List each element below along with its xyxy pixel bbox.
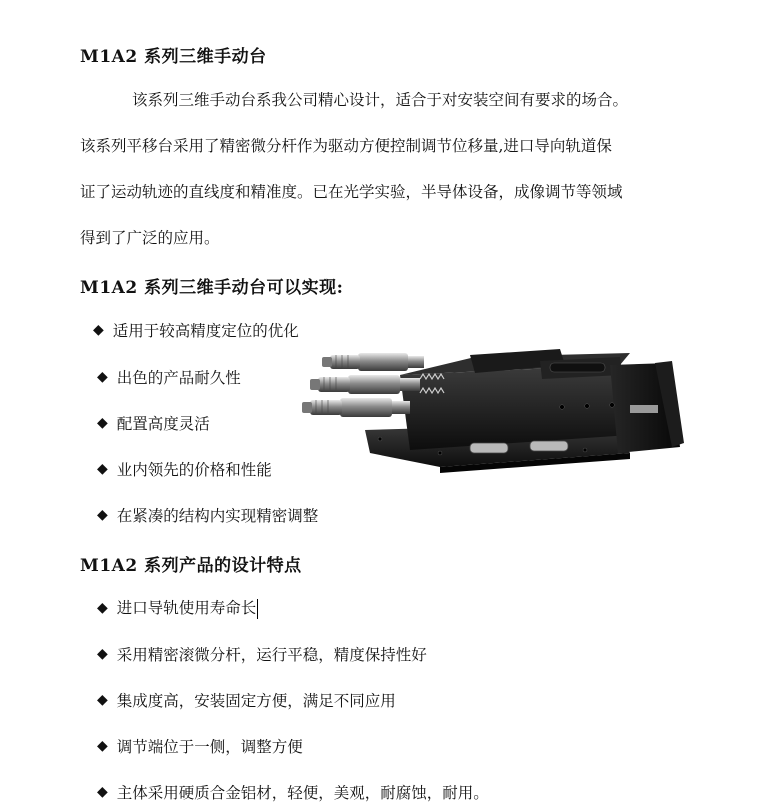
design-item xyxy=(97,689,396,711)
bullet-diamond-icon: ◆ xyxy=(97,507,108,523)
feature-item xyxy=(97,412,210,434)
feature-item xyxy=(97,366,241,388)
feature-text: 在紧凑的结构内实现精密调整 xyxy=(116,507,319,525)
feature-text: 业内领先的价格和性能 xyxy=(116,461,272,479)
bullet-diamond-icon: ◆ xyxy=(97,692,108,708)
intro-paragraph xyxy=(80,77,700,261)
feature-item xyxy=(97,504,318,526)
bullet-diamond-icon: ◆ xyxy=(97,369,108,385)
bullet-diamond-icon: ◆ xyxy=(97,415,108,431)
bullet-diamond-icon: ◆ xyxy=(97,646,108,662)
xyz-stage-product-image xyxy=(300,335,690,475)
title-m1a2-series: M1A2 系列三维手动台 xyxy=(80,47,267,67)
bullet-diamond-icon: ◆ xyxy=(93,322,104,338)
feature-item xyxy=(97,458,272,480)
feature-item xyxy=(93,319,299,341)
title-can-achieve: M1A2 系列三维手动台可以实现: xyxy=(80,278,344,298)
intro-line-3: 证了运动轨迹的直线度和精准度。已在光学实验，半导体设备，成像调节等领域 xyxy=(80,183,623,201)
feature-text: 适用于较高精度定位的优化 xyxy=(112,322,299,340)
design-item xyxy=(97,781,489,803)
bullet-diamond-icon: ◆ xyxy=(97,738,108,754)
design-item xyxy=(97,596,258,619)
design-text: 主体采用硬质合金铝材，轻便，美观，耐腐蚀，耐用。 xyxy=(116,784,489,802)
bullet-diamond-icon: ◆ xyxy=(97,784,108,800)
title-design-features: M1A2 系列产品的设计特点 xyxy=(80,556,302,576)
design-text: 集成度高，安装固定方便，满足不同应用 xyxy=(116,692,396,710)
design-item xyxy=(97,643,427,665)
feature-text: 配置高度灵活 xyxy=(116,415,210,433)
intro-line-1: 该系列三维手动台系我公司精心设计，适合于对安装空间有要求的场合。 xyxy=(132,91,629,109)
design-text: 调节端位于一侧，调整方便 xyxy=(116,738,303,756)
design-text: 采用精密滚微分杆，运行平稳，精度保持性好 xyxy=(116,646,427,664)
bullet-diamond-icon: ◆ xyxy=(97,461,108,477)
intro-line-4: 得到了广泛的应用。 xyxy=(80,229,220,247)
design-text[interactable]: 进口导轨使用寿命长 xyxy=(116,599,257,617)
feature-text: 出色的产品耐久性 xyxy=(116,369,241,387)
text-cursor xyxy=(257,599,258,619)
design-item xyxy=(97,735,303,757)
bullet-diamond-icon: ◆ xyxy=(97,599,108,616)
intro-line-2: 该系列平移台采用了精密微分杆作为驱动方便控制调节位移量,进口导向轨道保 xyxy=(80,137,612,155)
